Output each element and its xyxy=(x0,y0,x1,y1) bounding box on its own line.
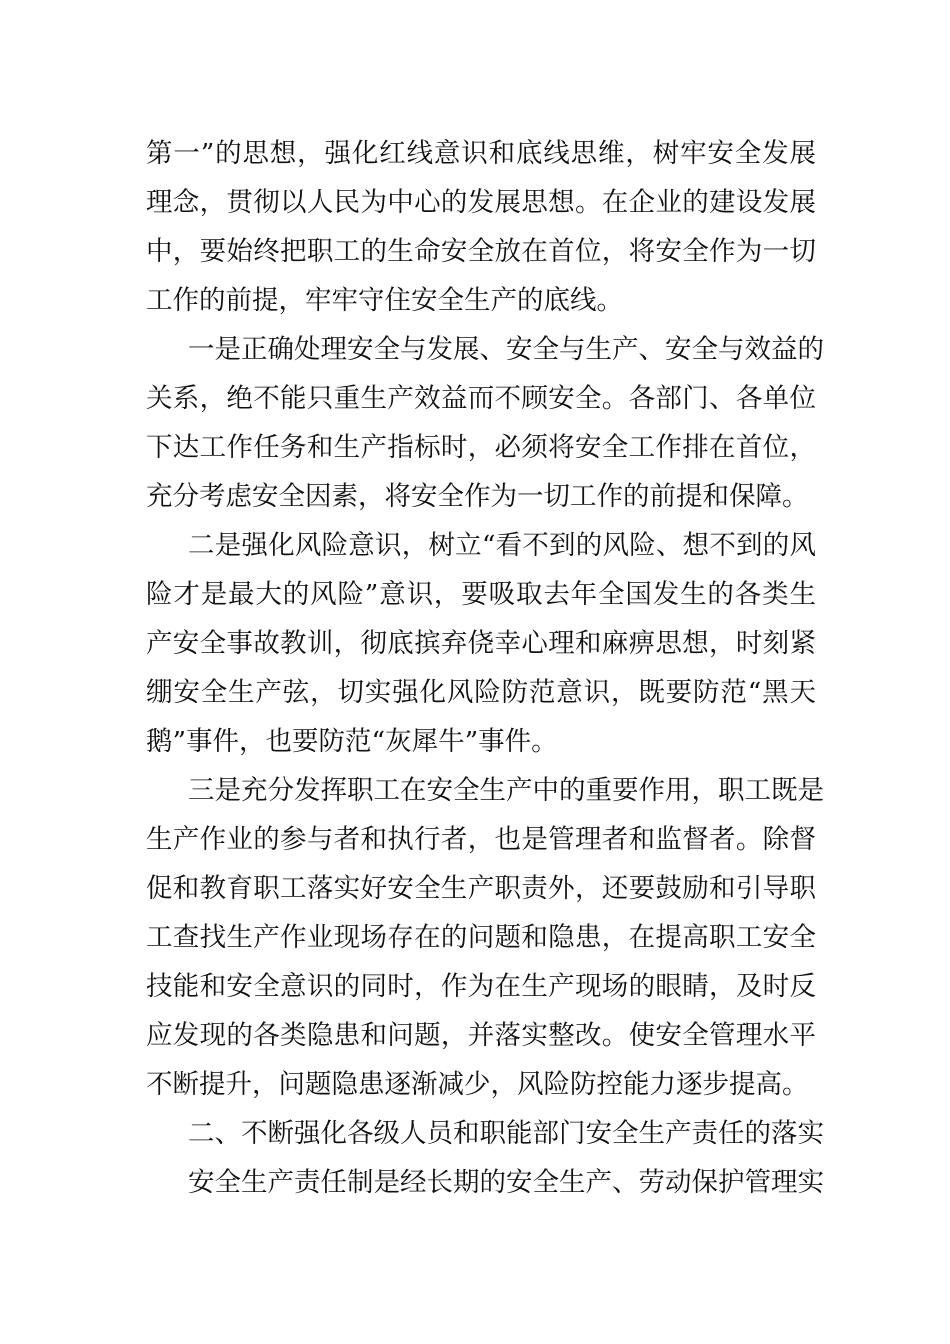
paragraph-first-line: 一是正确处理安全与发展、安全与生产、安全与效益的 xyxy=(188,334,824,365)
text-line: 理念，贯彻以人民为中心的发展思想。在企业的建设发展 xyxy=(146,187,816,218)
text-line: 技能和安全意识的同时，作为在生产现场的眼睛，及时反 xyxy=(146,971,816,1002)
text-line: 下达工作任务和生产指标时，必须将安全工作排在首位， xyxy=(146,432,816,463)
text-line: 产安全事故教训，彻底摈弃侥幸心理和麻痹思想，时刻紧 xyxy=(146,628,816,659)
text-line: 充分考虑安全因素，将安全作为一切工作的前提和保障。 xyxy=(146,481,809,512)
text-line: 关系，绝不能只重生产效益而不顾安全。各部门、各单位 xyxy=(146,383,816,414)
paragraph-first-line: 安全生产责任制是经长期的安全生产、劳动保护管理实 xyxy=(188,1167,824,1198)
text-line: 鹅”事件，也要防范“灰犀牛”事件。 xyxy=(146,726,558,757)
paragraph-first-line: 二是强化风险意识，树立“看不到的风险、想不到的风 xyxy=(188,530,816,561)
text-line: 应发现的各类隐患和问题，并落实整改。使安全管理水平 xyxy=(146,1020,816,1051)
text-line: 促和教育职工落实好安全生产职责外，还要鼓励和引导职 xyxy=(146,873,816,904)
paragraph-first-line: 三是充分发挥职工在安全生产中的重要作用，职工既是 xyxy=(188,775,824,806)
text-line: 中，要始终把职工的生命安全放在首位，将安全作为一切 xyxy=(146,236,816,267)
text-line: 第一”的思想，强化红线意识和底线思维，树牢安全发展 xyxy=(146,138,816,169)
text-line: 生产作业的参与者和执行者，也是管理者和监督者。除督 xyxy=(146,824,816,855)
text-line: 险才是最大的风险”意识，要吸取去年全国发生的各类生 xyxy=(146,579,816,610)
section-heading: 二、不断强化各级人员和职能部门安全生产责任的落实 xyxy=(188,1118,824,1149)
text-line: 不断提升，问题隐患逐渐减少，风险防控能力逐步提高。 xyxy=(146,1069,809,1100)
text-line: 绷安全生产弦，切实强化风险防范意识，既要防范“黑天 xyxy=(146,677,816,708)
text-line: 工作的前提，牢牢守住安全生产的底线。 xyxy=(146,285,623,316)
text-line: 工查找生产作业现场存在的问题和隐患，在提高职工安全 xyxy=(146,922,816,953)
